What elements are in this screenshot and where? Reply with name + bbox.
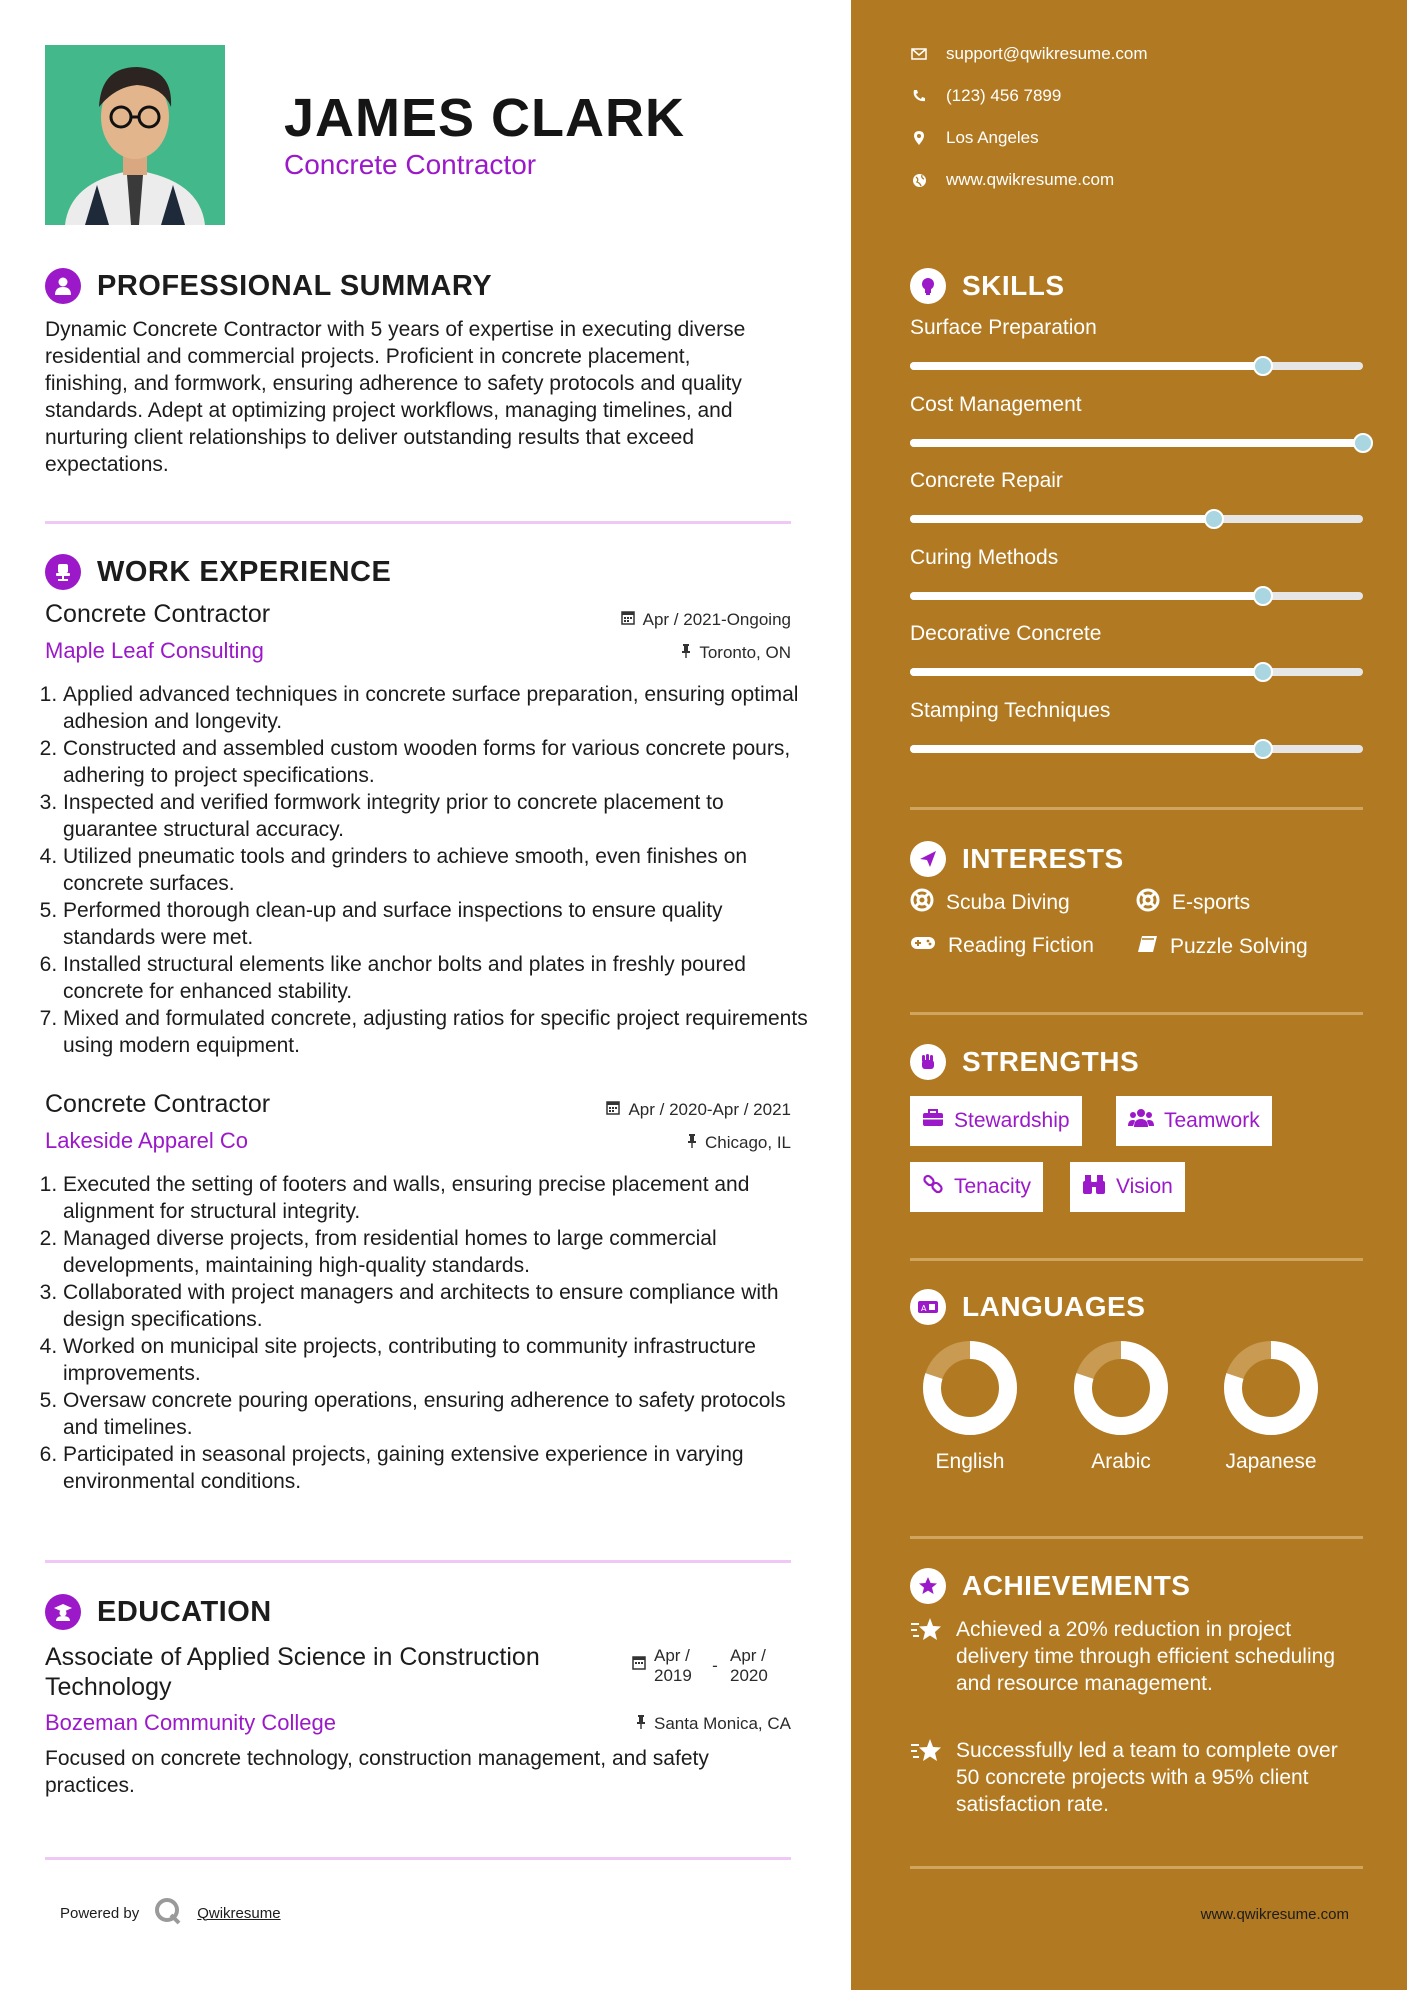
fist-icon (910, 1044, 946, 1080)
skill-label: Decorative Concrete (910, 622, 1102, 645)
calendar-icon (621, 610, 635, 630)
achievements-heading (910, 1568, 1190, 1604)
star-badge-icon (910, 1568, 946, 1604)
skills-title: SKILLS (962, 270, 1065, 301)
job-location: Toronto, ON (681, 643, 791, 663)
job-location: Chicago, IL (687, 1133, 791, 1153)
contact-website: www.qwikresume.com (910, 170, 1114, 190)
pin-icon (636, 1714, 646, 1734)
list-item: 6. Participated in seasonal projects, gaining extensive experience in varying environmental conditions. (63, 1441, 808, 1495)
skill-bar-knob (1353, 433, 1373, 453)
list-item: 1. Executed the setting of footers and walls, ensuring precise placement and alignment for structural integrity. (63, 1171, 808, 1225)
language-donut (1073, 1340, 1169, 1436)
section-divider (910, 1866, 1363, 1869)
list-item: 6. Installed structural elements like anchor bolts and plates in freshly poured concrete for enhanced stability. (63, 951, 808, 1005)
experience-heading (45, 554, 391, 590)
users-icon (1128, 1108, 1154, 1134)
duty-list (36, 1171, 808, 1495)
education-heading (45, 1594, 272, 1630)
language-donut (1223, 1340, 1319, 1436)
skill-label: Concrete Repair (910, 469, 1063, 492)
svg-text:A: A (921, 1304, 927, 1313)
education-start: Apr / 2019 (654, 1646, 692, 1685)
strength-chip: Tenacity (910, 1162, 1043, 1212)
list-item: 2. Constructed and assembled custom wooden forms for various concrete pours, adhering to project specifications. (63, 735, 808, 789)
list-item: 3. Inspected and verified formwork integrity prior to concrete placement to guarantee structural accuracy. (63, 789, 808, 843)
summary-heading (45, 268, 492, 304)
list-item: 2. Managed diverse projects, from residential homes to large commercial developments, maintaining high-quality standards. (63, 1225, 808, 1279)
languages-heading (910, 1289, 1145, 1325)
skill-bar (910, 592, 1363, 600)
qwikresume-logo-icon (153, 1896, 183, 1930)
skill-bar-fill (910, 439, 1363, 447)
experience-title: WORK EXPERIENCE (97, 555, 392, 588)
education-location: Santa Monica, CA (636, 1714, 791, 1734)
footer-website: www.qwikresume.com (1200, 1906, 1349, 1923)
language-label: Japanese (1225, 1450, 1317, 1473)
achievement-item: Achieved a 20% reduction in project delivery time through efficient scheduling and resource management. (910, 1616, 1346, 1697)
skill-bar (910, 745, 1363, 753)
contact-email: support@qwikresume.com (910, 44, 1148, 64)
powered-by: Powered by Qwikresume (60, 1896, 281, 1930)
list-item: 4. Worked on municipal site projects, contributing to community infrastructure improvements. (63, 1333, 808, 1387)
language-item (1216, 1340, 1326, 1474)
globe-icon (910, 173, 928, 188)
section-divider (910, 1536, 1363, 1539)
language-label: English (935, 1450, 1005, 1473)
education-dates: Apr / 2019 - Apr / 2020 (632, 1646, 776, 1686)
skill-bar (910, 668, 1363, 676)
job-date: Apr / 2021-Ongoing (621, 610, 791, 630)
degree-title: Associate of Applied Science in Construction Technology (45, 1643, 540, 1701)
skill-bar-fill (910, 668, 1263, 676)
skills-heading (910, 268, 1065, 304)
lightbulb-icon (910, 268, 946, 304)
school-name: Bozeman Community College (45, 1710, 337, 1735)
binoculars-icon (1082, 1173, 1106, 1201)
section-divider (910, 1012, 1363, 1015)
languages-title: LANGUAGES (962, 1291, 1146, 1322)
map-marker-icon (910, 130, 928, 146)
skill-bar-fill (910, 592, 1263, 600)
list-item: 3. Collaborated with project managers and architects to ensure compliance with design specifications. (63, 1279, 808, 1333)
section-divider (910, 1258, 1363, 1261)
job-date: Apr / 2020-Apr / 2021 (606, 1100, 791, 1120)
qwikresume-link[interactable]: Qwikresume (197, 1904, 281, 1922)
lifebuoy-icon (1136, 888, 1160, 918)
briefcase-icon (922, 1109, 944, 1133)
summary-title: PROFESSIONAL SUMMARY (97, 269, 493, 302)
calendar-icon (632, 1655, 646, 1686)
duty-list (36, 681, 808, 1059)
interest-item: E-sports (1136, 888, 1250, 918)
list-item: 7. Mixed and formulated concrete, adjusting ratios for specific project requirements using modern equipment. (63, 1005, 808, 1059)
education-title: EDUCATION (97, 1595, 272, 1628)
envelope-icon (910, 48, 928, 60)
list-item: 1. Applied advanced techniques in concrete surface preparation, ensuring optimal adhesion and longevity. (63, 681, 808, 735)
office-chair-icon (45, 554, 81, 590)
language-label: Arabic (1091, 1450, 1151, 1473)
user-icon (45, 268, 81, 304)
strength-chip: Vision (1070, 1162, 1185, 1212)
interest-item: Reading Fiction (910, 934, 1094, 958)
achievement-item: Successfully led a team to complete over 50 concrete projects with a 95% client satisfaction rate. (910, 1737, 1346, 1818)
interests-title: INTERESTS (962, 843, 1124, 874)
candidate-role: Concrete Contractor (284, 149, 537, 180)
company-name: Lakeside Apparel Co (45, 1128, 249, 1153)
list-item: 5. Oversaw concrete pouring operations, ensuring adherence to safety protocols and timelines. (63, 1387, 808, 1441)
candidate-name: JAMES CLARK (284, 88, 686, 148)
section-divider (45, 1560, 791, 1563)
gamepad-icon (910, 934, 936, 958)
section-divider (910, 807, 1363, 810)
link-icon (922, 1173, 944, 1201)
skill-bar (910, 515, 1363, 523)
star-icon (910, 1737, 944, 1818)
skill-label: Cost Management (910, 393, 1082, 416)
job-title: Concrete Contractor (45, 1090, 271, 1118)
strengths-heading (910, 1044, 1139, 1080)
achievements-title: ACHIEVEMENTS (962, 1570, 1191, 1601)
company-name: Maple Leaf Consulting (45, 638, 264, 663)
pin-icon (681, 643, 691, 663)
skill-bar (910, 439, 1363, 447)
strength-chip: Teamwork (1116, 1096, 1272, 1146)
skill-bar-knob (1204, 509, 1224, 529)
job-title: Concrete Contractor (45, 600, 271, 628)
contact-phone: (123) 456 7899 (910, 86, 1061, 106)
skill-label: Stamping Techniques (910, 699, 1111, 722)
skill-bar-fill (910, 362, 1263, 370)
interest-item: Scuba Diving (910, 888, 1070, 918)
summary-text: Dynamic Concrete Contractor with 5 years of expertise in executing diverse residential and commercial projects. Proficient in concrete placement, finishing, and formwork, ensuring adherence to safety protocols and quality standards. Adept at optimizing project workflows, managing timelines, and nurturing client relationships to deliver outstanding results that exceed expectations. (45, 318, 746, 476)
strengths-title: STRENGTHS (962, 1046, 1140, 1077)
graduate-icon (45, 1594, 81, 1630)
interest-item: Puzzle Solving (1136, 934, 1308, 960)
skill-label: Curing Methods (910, 546, 1059, 569)
list-item: 4. Utilized pneumatic tools and grinders to achieve smooth, even finishes on concrete surfaces. (63, 843, 808, 897)
skill-bar-fill (910, 515, 1214, 523)
pin-icon (687, 1133, 697, 1153)
paper-plane-icon (910, 841, 946, 877)
language-donut (922, 1340, 1018, 1436)
contact-location: Los Angeles (910, 128, 1039, 148)
skill-bar (910, 362, 1363, 370)
phone-icon (910, 89, 928, 103)
translate-icon (910, 1289, 946, 1325)
star-icon (910, 1616, 944, 1697)
strength-chip: Stewardship (910, 1096, 1082, 1146)
section-divider (45, 1857, 791, 1860)
language-item (1066, 1340, 1176, 1474)
lifebuoy-icon (910, 888, 934, 918)
interests-heading (910, 841, 1124, 877)
skill-label: Surface Preparation (910, 316, 1097, 339)
education-description: Focused on concrete technology, construction management, and safety practices. (45, 1747, 709, 1797)
section-divider (45, 521, 791, 524)
language-item (915, 1340, 1025, 1474)
book-icon (1136, 934, 1158, 960)
calendar-icon (606, 1100, 620, 1120)
education-end: Apr / 2020 (730, 1646, 768, 1685)
profile-photo (45, 45, 225, 225)
skill-bar-fill (910, 745, 1263, 753)
list-item: 5. Performed thorough clean-up and surface inspections to ensure quality standards were met. (63, 897, 808, 951)
